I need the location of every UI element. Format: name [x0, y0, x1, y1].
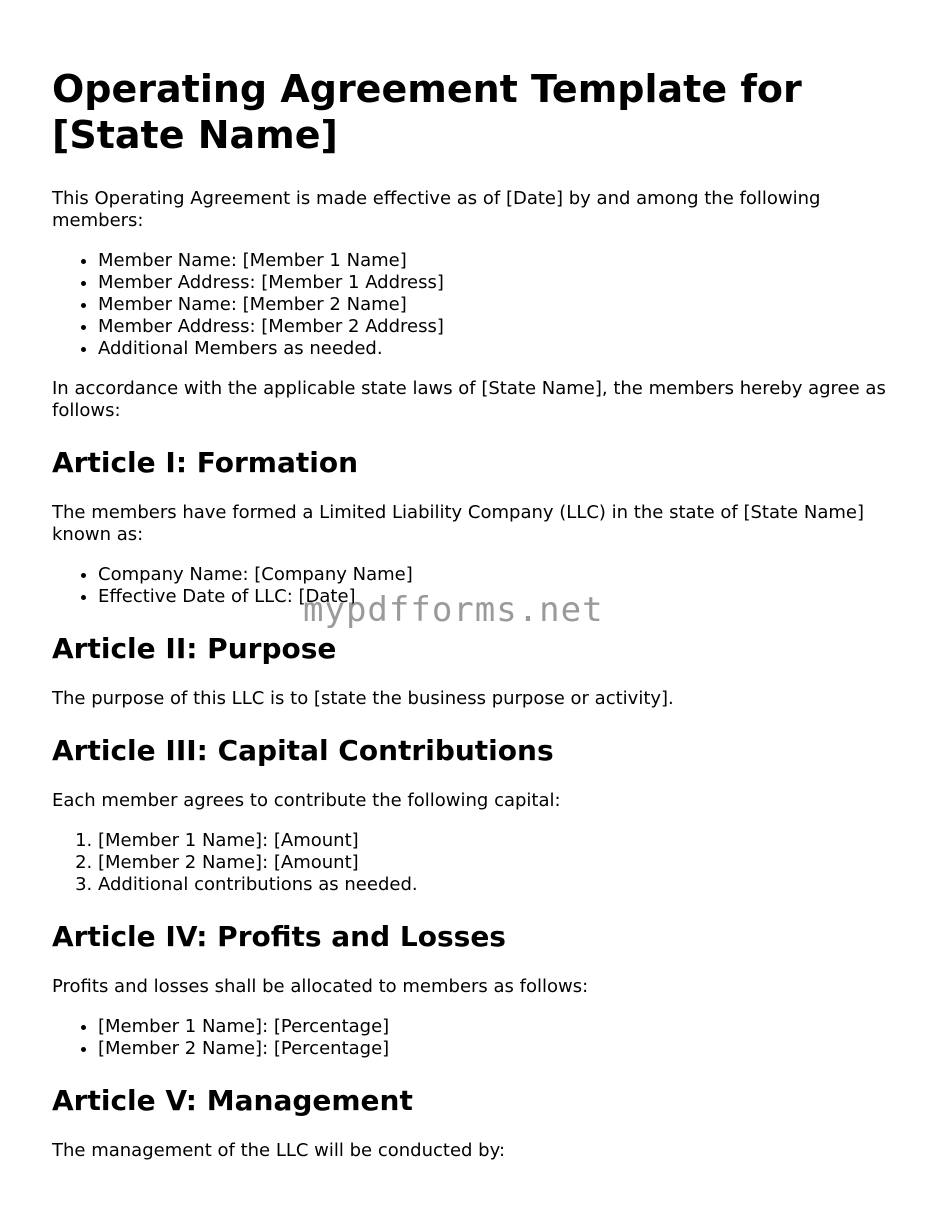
article-capital-heading: Article III: Capital Contributions [52, 734, 554, 767]
article-purpose-text: The purpose of this LLC is to [state the business purpose or activity]. [52, 688, 674, 709]
watermark: mypdfforms.net [303, 590, 604, 630]
list-item: • Member Address: [Member 2 Address] [98, 316, 892, 338]
article-management-heading: Article V: Management [52, 1084, 413, 1117]
list-item: • Member Name: [Member 1 Name] [98, 250, 892, 272]
list-item: • Member Address: [Member 1 Address] [98, 272, 892, 294]
list-item: • Additional Members as needed. [98, 338, 892, 360]
article-capital-text: Each member agrees to contribute the following capital: [52, 790, 561, 811]
profits-list [52, 1016, 892, 1060]
list-item: 1. [Member 1 Name]: [Amount] [98, 830, 892, 852]
accordance-paragraph: In accordance with the applicable state laws of [State Name], the members hereby agree as follows: [52, 378, 886, 421]
list-item: • Member Name: [Member 2 Name] [98, 294, 892, 316]
members-list [52, 250, 892, 360]
list-item: 3. Additional contributions as needed. [98, 874, 892, 896]
list-item: • [Member 1 Name]: [Percentage] [98, 1016, 892, 1038]
article-profits-text: Profits and losses shall be allocated to members as follows: [52, 976, 589, 997]
list-item: 2. [Member 2 Name]: [Amount] [98, 852, 892, 874]
intro-paragraph: This Operating Agreement is made effective as of [Date] by and among the following members: [52, 188, 821, 231]
article-formation-heading: Article I: Formation [52, 446, 359, 479]
article-profits-heading: Article IV: Profits and Losses [52, 920, 506, 953]
list-item: • Company Name: [Company Name] [98, 564, 892, 586]
article-purpose-heading: Article II: Purpose [52, 632, 337, 665]
list-item: • [Member 2 Name]: [Percentage] [98, 1038, 892, 1060]
document-title: Operating Agreement Template for [State Name] [52, 67, 802, 157]
list-item: • Effective Date of LLC: [Date] [98, 586, 892, 608]
capital-list [52, 830, 892, 896]
article-formation-text: The members have formed a Limited Liability Company (LLC) in the state of [State Name] known as: [52, 502, 864, 545]
article-management-text: The management of the LLC will be conducted by: [52, 1140, 506, 1161]
